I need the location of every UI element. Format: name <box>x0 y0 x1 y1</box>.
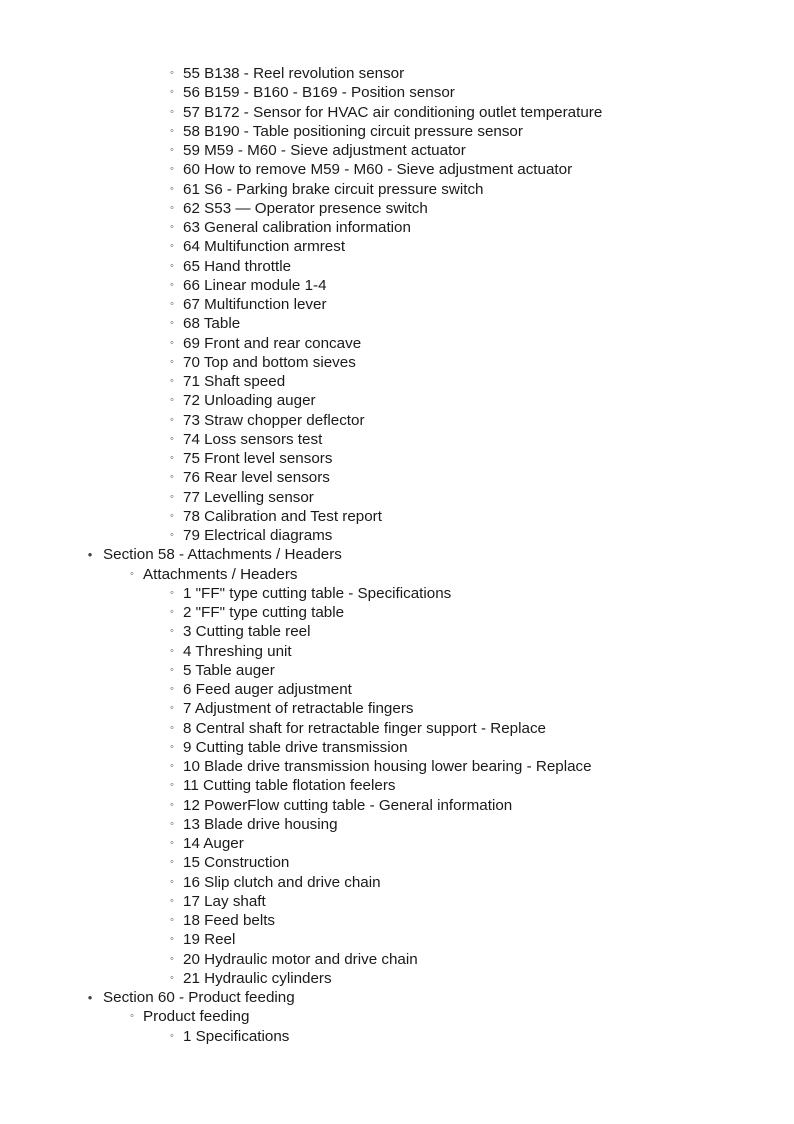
toc-topic-item <box>0 969 794 988</box>
document-page <box>0 64 794 1046</box>
bullet-circle-icon: ◦ <box>170 490 174 503</box>
toc-topic-item <box>0 391 794 410</box>
toc-topic-label: 10 Blade drive transmission housing lower bearing - Replace <box>183 758 592 775</box>
toc-subsection-label: Attachments / Headers <box>143 565 298 583</box>
toc-topic-item <box>0 160 794 179</box>
toc-topic-label: 62 S53 — Operator presence switch <box>183 199 428 217</box>
toc-topic-item <box>0 64 794 83</box>
toc-topic-label: 19 Reel <box>183 931 236 949</box>
toc-topic-label: 67 Multifunction lever <box>183 296 327 313</box>
toc-topic-label: 9 Cutting table drive transmission <box>183 738 408 756</box>
bullet-circle-icon: ◦ <box>170 144 174 156</box>
toc-topic-label: 15 Construction <box>183 854 290 872</box>
toc-topic-item <box>0 776 794 795</box>
bullet-circle-icon: ◦ <box>170 375 174 387</box>
bullet-circle-icon: ◦ <box>170 509 174 522</box>
bullet-circle-icon: ◦ <box>170 317 174 330</box>
bullet-circle-icon: ◦ <box>170 933 174 946</box>
bullet-circle-icon: ◦ <box>170 856 174 869</box>
toc-topic-item <box>0 83 794 102</box>
toc-topic-label: 16 Slip clutch and drive chain <box>183 873 381 891</box>
toc-section-label: Section 60 - Product feeding <box>103 989 295 1006</box>
bullet-circle-icon: ◦ <box>170 394 174 407</box>
bullet-circle-icon: ◦ <box>170 702 174 715</box>
bullet-circle-icon: ◦ <box>170 240 174 253</box>
toc-topic-item <box>0 180 794 199</box>
toc-topic-item <box>0 834 794 853</box>
toc-subsection-item <box>0 1007 794 1026</box>
toc-topic-item <box>0 603 794 622</box>
bullet-circle-icon: ◦ <box>170 663 174 676</box>
bullet-circle-icon: ◦ <box>170 336 174 349</box>
toc-topic-label: 56 B159 - B160 - B169 - Position sensor <box>183 84 455 102</box>
bullet-circle-icon: ◦ <box>170 182 174 195</box>
toc-topic-item <box>0 642 794 661</box>
toc-topic-label: 61 S6 - Parking brake circuit pressure switch <box>183 180 484 198</box>
toc-subsection-label: Product feeding <box>143 1008 250 1026</box>
toc-topic-item <box>0 526 794 545</box>
toc-topic-item <box>0 853 794 872</box>
bullet-circle-icon: ◦ <box>170 124 174 137</box>
toc-topic-label: 69 Front and rear concave <box>183 334 362 352</box>
toc-topic-label: 14 Auger <box>183 835 244 852</box>
bullet-circle-icon: ◦ <box>170 298 174 310</box>
toc-topic-item <box>0 719 794 738</box>
bullet-circle-icon: ◦ <box>170 683 174 695</box>
bullet-circle-icon: ◦ <box>170 625 174 638</box>
toc-topic-item <box>0 257 794 276</box>
toc-topic-item <box>0 218 794 237</box>
toc-topic-item <box>0 122 794 141</box>
toc-topic-label: 11 Cutting table flotation feelers <box>183 777 396 795</box>
bullet-circle-icon: ◦ <box>170 221 174 233</box>
bullet-circle-icon: ◦ <box>130 1010 134 1023</box>
bullet-circle-icon: ◦ <box>170 971 174 984</box>
toc-topic-label: 8 Central shaft for retractable finger support - Replace <box>183 719 546 737</box>
bullet-circle-icon: ◦ <box>170 86 174 99</box>
toc-section-item <box>0 988 794 1007</box>
toc-topic-label: 18 Feed belts <box>183 912 276 929</box>
toc-topic-label: 72 Unloading auger <box>183 392 316 410</box>
toc-topic-item <box>0 930 794 949</box>
toc-topic-label: 20 Hydraulic motor and drive chain <box>183 950 418 968</box>
toc-topic-label: 57 B172 - Sensor for HVAC air conditioning outlet temperature <box>183 103 603 121</box>
bullet-disc-icon: • <box>87 990 93 1005</box>
toc-topic-item <box>0 334 794 353</box>
toc-topic-item <box>0 873 794 892</box>
bullet-circle-icon: ◦ <box>170 278 174 291</box>
toc-topic-label: 66 Linear module 1-4 <box>183 276 327 294</box>
toc-topic-item <box>0 699 794 718</box>
bullet-circle-icon: ◦ <box>170 894 174 907</box>
toc-topic-label: 60 How to remove M59 - M60 - Sieve adjustment actuator <box>183 161 573 179</box>
toc-topic-item <box>0 468 794 487</box>
bullet-circle-icon: ◦ <box>170 644 174 657</box>
toc-topic-item <box>0 199 794 218</box>
table-of-contents-list <box>0 64 794 1046</box>
toc-topic-label: 3 Cutting table reel <box>183 623 311 641</box>
toc-topic-label: 74 Loss sensors test <box>183 430 323 448</box>
bullet-circle-icon: ◦ <box>170 952 174 965</box>
toc-topic-item <box>0 622 794 641</box>
toc-topic-label: 70 Top and bottom sieves <box>183 353 356 371</box>
bullet-circle-icon: ◦ <box>170 586 174 599</box>
toc-topic-label: 5 Table auger <box>183 661 275 679</box>
toc-topic-item <box>0 507 794 526</box>
bullet-circle-icon: ◦ <box>170 432 174 445</box>
toc-topic-label: 71 Shaft speed <box>183 373 286 390</box>
toc-topic-item <box>0 950 794 969</box>
toc-topic-label: 2 "FF" type cutting table <box>183 604 345 621</box>
bullet-circle-icon: ◦ <box>170 798 174 811</box>
toc-topic-item <box>0 141 794 160</box>
toc-topic-item <box>0 757 794 776</box>
toc-topic-item <box>0 892 794 911</box>
toc-topic-item <box>0 449 794 468</box>
toc-topic-item <box>0 680 794 699</box>
bullet-circle-icon: ◦ <box>170 163 174 176</box>
toc-topic-label: 64 Multifunction armrest <box>183 238 346 256</box>
bullet-circle-icon: ◦ <box>170 721 174 734</box>
toc-topic-label: 4 Threshing unit <box>183 642 292 660</box>
toc-topic-item <box>0 738 794 757</box>
toc-topic-label: 17 Lay shaft <box>183 892 266 910</box>
toc-topic-label: 12 PowerFlow cutting table - General information <box>183 796 513 814</box>
toc-topic-item <box>0 430 794 449</box>
toc-topic-label: 58 B190 - Table positioning circuit pressure sensor <box>183 122 523 140</box>
toc-topic-label: 7 Adjustment of retractable fingers <box>183 700 414 718</box>
bullet-circle-icon: ◦ <box>170 1029 174 1042</box>
bullet-circle-icon: ◦ <box>170 606 174 618</box>
toc-topic-label: 73 Straw chopper deflector <box>183 411 365 429</box>
bullet-circle-icon: ◦ <box>170 837 174 849</box>
bullet-circle-icon: ◦ <box>170 529 174 541</box>
toc-topic-item <box>0 295 794 314</box>
toc-topic-item <box>0 584 794 603</box>
bullet-circle-icon: ◦ <box>170 201 174 214</box>
toc-topic-item <box>0 103 794 122</box>
toc-topic-label: 1 "FF" type cutting table - Specifications <box>183 584 452 602</box>
toc-topic-item <box>0 796 794 815</box>
bullet-circle-icon: ◦ <box>170 817 174 830</box>
toc-topic-item <box>0 815 794 834</box>
toc-topic-label: 1 Specifications <box>183 1027 290 1045</box>
toc-section-label: Section 58 - Attachments / Headers <box>103 546 342 564</box>
toc-topic-label: 55 B138 - Reel revolution sensor <box>183 65 405 82</box>
toc-topic-label: 76 Rear level sensors <box>183 469 330 487</box>
toc-topic-item <box>0 353 794 372</box>
bullet-circle-icon: ◦ <box>170 67 174 79</box>
toc-topic-item <box>0 237 794 256</box>
toc-topic-label: 13 Blade drive housing <box>183 815 338 833</box>
bullet-circle-icon: ◦ <box>170 779 174 792</box>
toc-topic-label: 75 Front level sensors <box>183 450 333 467</box>
toc-topic-item <box>0 372 794 391</box>
bullet-circle-icon: ◦ <box>170 760 174 772</box>
bullet-circle-icon: ◦ <box>170 875 174 888</box>
bullet-circle-icon: ◦ <box>170 355 174 368</box>
toc-subsection-item <box>0 565 794 584</box>
bullet-disc-icon: • <box>87 547 93 563</box>
toc-section-item <box>0 545 794 564</box>
bullet-circle-icon: ◦ <box>170 413 174 426</box>
toc-topic-label: 65 Hand throttle <box>183 257 292 275</box>
bullet-circle-icon: ◦ <box>170 914 174 926</box>
toc-topic-item <box>0 314 794 333</box>
bullet-circle-icon: ◦ <box>170 740 174 753</box>
toc-topic-label: 77 Levelling sensor <box>183 488 314 506</box>
toc-topic-item <box>0 1027 794 1046</box>
toc-topic-item <box>0 488 794 507</box>
bullet-circle-icon: ◦ <box>170 471 174 484</box>
bullet-circle-icon: ◦ <box>130 567 134 580</box>
toc-topic-item <box>0 276 794 295</box>
toc-topic-label: 21 Hydraulic cylinders <box>183 969 332 987</box>
bullet-circle-icon: ◦ <box>170 105 174 118</box>
toc-topic-item <box>0 411 794 430</box>
toc-topic-label: 68 Table <box>183 315 241 333</box>
toc-topic-label: 6 Feed auger adjustment <box>183 681 352 698</box>
toc-topic-label: 59 M59 - M60 - Sieve adjustment actuator <box>183 142 466 159</box>
bullet-circle-icon: ◦ <box>170 259 174 272</box>
toc-topic-item <box>0 661 794 680</box>
toc-topic-label: 78 Calibration and Test report <box>183 507 382 525</box>
toc-topic-label: 63 General calibration information <box>183 219 411 236</box>
toc-topic-item <box>0 911 794 930</box>
bullet-circle-icon: ◦ <box>170 452 174 464</box>
toc-topic-label: 79 Electrical diagrams <box>183 527 333 544</box>
